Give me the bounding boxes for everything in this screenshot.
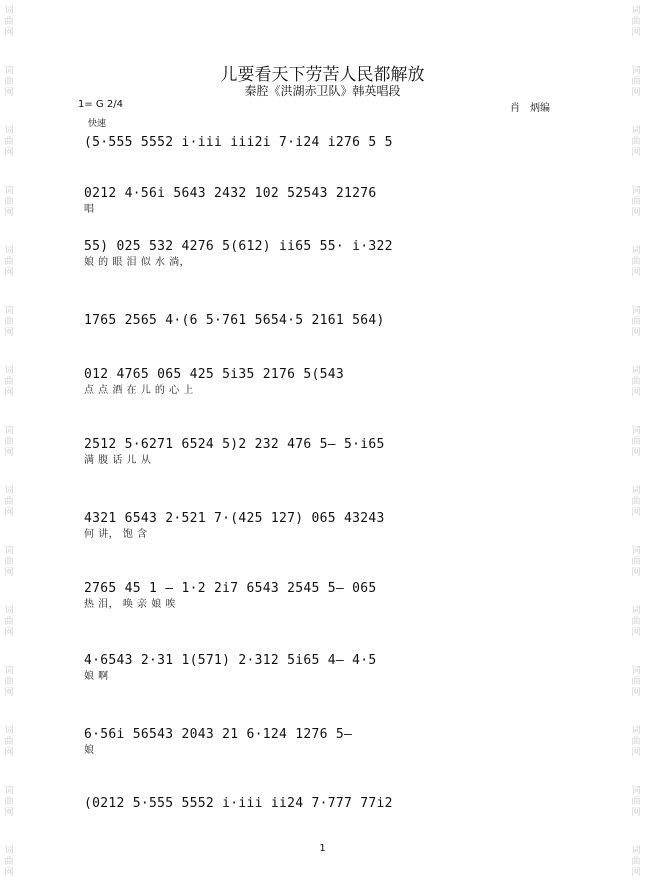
watermark-text: 词曲网 <box>4 126 14 158</box>
watermark-text: 词曲网 <box>631 666 641 698</box>
watermark-text: 词曲网 <box>631 786 641 818</box>
score-line <box>84 312 562 344</box>
watermark-text: 词曲网 <box>631 186 641 218</box>
watermark-text: 词曲网 <box>4 6 14 38</box>
watermark-text: 词曲网 <box>4 186 14 218</box>
watermark-text: 词曲网 <box>4 306 14 338</box>
watermark-text: 词曲网 <box>631 306 641 338</box>
song-subtitle: 秦腔《洪湖赤卫队》韩英唱段 <box>244 84 401 98</box>
lyric-line: 唱 <box>84 204 95 215</box>
score-line <box>84 726 562 758</box>
song-title: 儿要看天下劳苦人民都解放 <box>220 65 425 85</box>
watermark-right <box>629 0 643 891</box>
watermark-text: 词曲网 <box>4 246 14 278</box>
lyric-line: 点 点 酒 在 儿 的 心 上 <box>84 385 194 396</box>
watermark-text: 词曲网 <box>631 126 641 158</box>
notation-line: 2512 5·6271 6524 5)2 232 476 5– 5·i65 <box>84 437 385 452</box>
lyric-line <box>84 813 562 827</box>
watermark-text: 词曲网 <box>631 846 641 878</box>
notation-line: 6·56i 56543 2043 21 6·124 1276 5– <box>84 727 353 742</box>
score-line <box>84 795 562 827</box>
watermark-text: 词曲网 <box>4 666 14 698</box>
score-line <box>84 652 562 684</box>
watermark-text: 词曲网 <box>631 546 641 578</box>
notation-line: 4321 6543 2·521 7·(425 127) 065 43243 <box>84 511 385 526</box>
lyric-line <box>84 330 562 344</box>
lyric-line: 热 泪， 唤 亲 娘 唉 <box>84 599 176 610</box>
notation-line: (0212 5·555 5552 i·iii ii24 7·777 77i2 <box>84 796 393 811</box>
watermark-text: 词曲网 <box>631 366 641 398</box>
score-line <box>84 134 562 166</box>
score-line <box>84 366 562 398</box>
watermark-text: 词曲网 <box>631 606 641 638</box>
notation-line: 1765 2565 4·(6 5·761 5654·5 2161 564) <box>84 313 385 328</box>
notation-line: 55) 025 532 4276 5(612) ii65 55· i·322 <box>84 239 393 254</box>
watermark-text: 词曲网 <box>631 726 641 758</box>
watermark-text: 词曲网 <box>4 486 14 518</box>
score-line <box>84 580 562 612</box>
score-line <box>84 436 562 468</box>
arranger-credit: 肖 炳编 <box>510 103 550 114</box>
score-line <box>84 238 562 270</box>
notation-line: (5·555 5552 i·iii iii2i 7·i24 i276 5 5 <box>84 135 393 150</box>
lyric-line: 娘 <box>84 745 95 756</box>
key-signature: 1= G 2/4 <box>78 99 123 110</box>
lyric-line: 满 腹 话 儿 从 <box>84 455 152 466</box>
page-number: 1 <box>319 843 326 854</box>
lyric-line: 娘 啊 <box>84 671 109 682</box>
watermark-text: 词曲网 <box>4 846 14 878</box>
watermark-text: 词曲网 <box>4 66 14 98</box>
watermark-text: 词曲网 <box>4 366 14 398</box>
lyric-line: 娘 的 眼 泪 似 水 淌， <box>84 257 191 268</box>
lyric-line: 何 讲， 饱 含 <box>84 529 148 540</box>
watermark-text: 词曲网 <box>4 606 14 638</box>
notation-line: 2765 45 1 – 1·2 2i7 6543 2545 5– 065 <box>84 581 377 596</box>
lyric-line <box>84 152 562 166</box>
notation-line: 012 4765 065 425 5i35 2176 5(543 <box>84 367 345 382</box>
watermark-text: 词曲网 <box>4 546 14 578</box>
notation-line: 4·6543 2·31 1(571) 2·312 5i65 4– 4·5 <box>84 653 377 668</box>
watermark-text: 词曲网 <box>4 786 14 818</box>
watermark-text: 词曲网 <box>631 6 641 38</box>
watermark-left <box>2 0 16 891</box>
score-line <box>84 185 562 217</box>
watermark-text: 词曲网 <box>631 426 641 458</box>
score-line <box>84 510 562 542</box>
notation-line: 0212 4·56i 5643 2432 102 52543 21276 <box>84 186 377 201</box>
watermark-text: 词曲网 <box>631 246 641 278</box>
watermark-text: 词曲网 <box>631 486 641 518</box>
tempo-marking: 快速 <box>88 119 107 129</box>
watermark-text: 词曲网 <box>4 726 14 758</box>
watermark-text: 词曲网 <box>631 66 641 98</box>
watermark-text: 词曲网 <box>4 426 14 458</box>
